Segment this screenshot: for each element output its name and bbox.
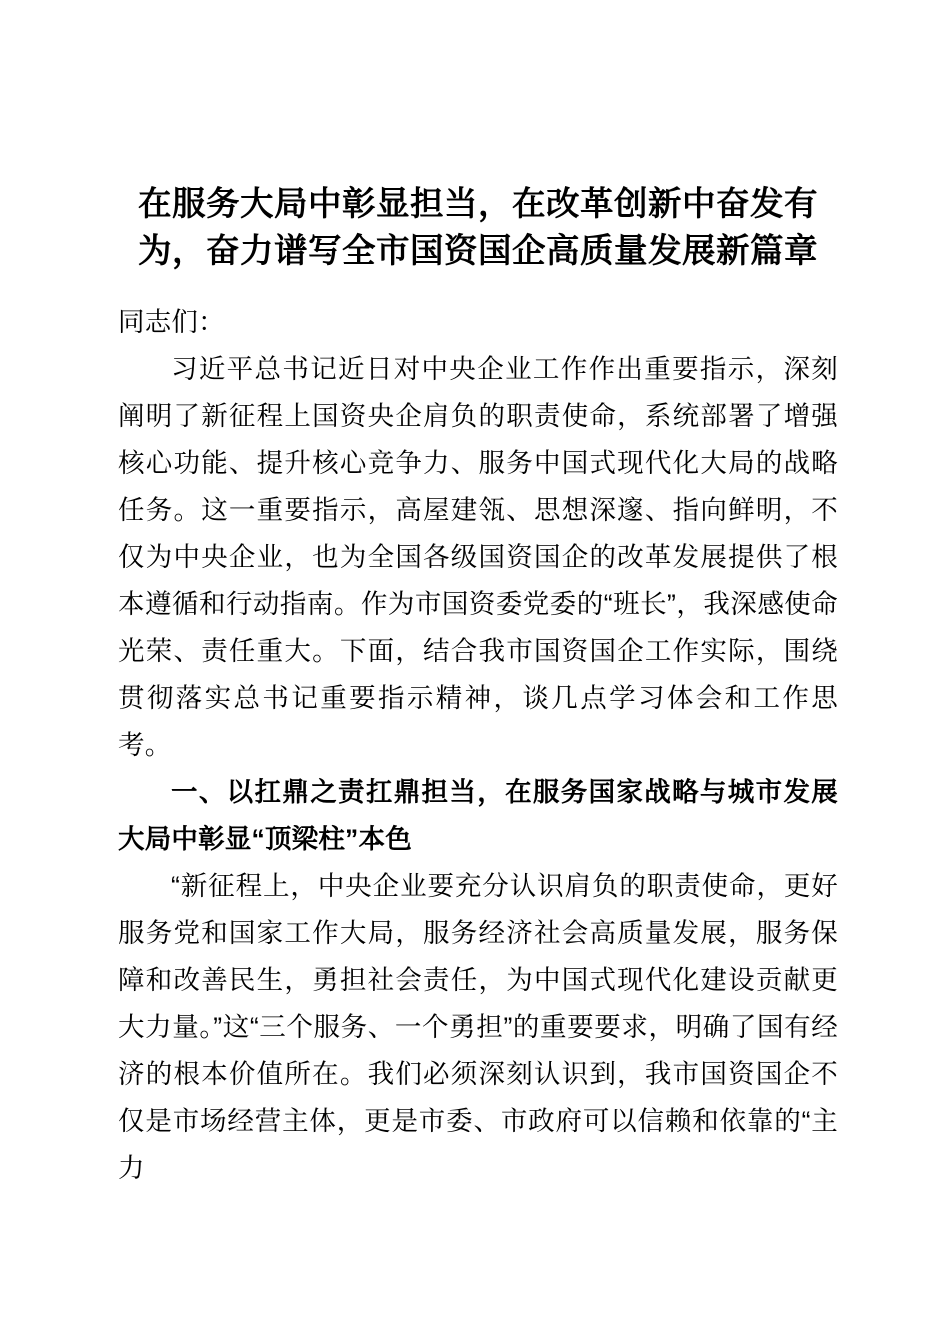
salutation: 同志们： [118,307,225,337]
document-content [118,0,838,1192]
paragraph-intro: 习近平总书记近日对中央企业工作作出重要指示，深刻阐明了新征程上国资央企肩负的职责使命，系统部署了增强核心功能、提升核心竞争力、服务中国式现代化大局的战略任务。这一重要指示，高屋建瓴、思想深邃、指向鲜明，不仅为中央企业，也为全国各级国资国企的改革发展提供了根本遵循和行动指南。作为市国资委党委的“班长”，我深感使命光荣、责任重大。下面，结合我市国资国企工作实际，围绕贯彻落实总书记重要指示精神，谈几点学习体会和工作思考。 [118,354,838,760]
page-title: 在服务大局中彰显担当，在改革创新中奋发有为，奋力谱写全市国资国企高质量发展新篇章 [138,186,818,270]
section-heading-one: 一、以扛鼎之责扛鼎担当，在服务国家战略与城市发展大局中彰显“顶梁柱”本色 [118,777,838,854]
paragraph-section-one-body: “新征程上，中央企业要充分认识肩负的职责使命，更好服务党和国家工作大局，服务经济社会高质量发展，服务保障和改善民生，勇担社会责任，为中国式现代化建设贡献更大力量。”这“三个服务、一个勇担”的重要要求，明确了国有经济的根本价值所在。我们必须深刻认识到，我市国资国企不仅是市场经营主体，更是市委、市政府可以信赖和依靠的“主力 [118,871,838,1183]
